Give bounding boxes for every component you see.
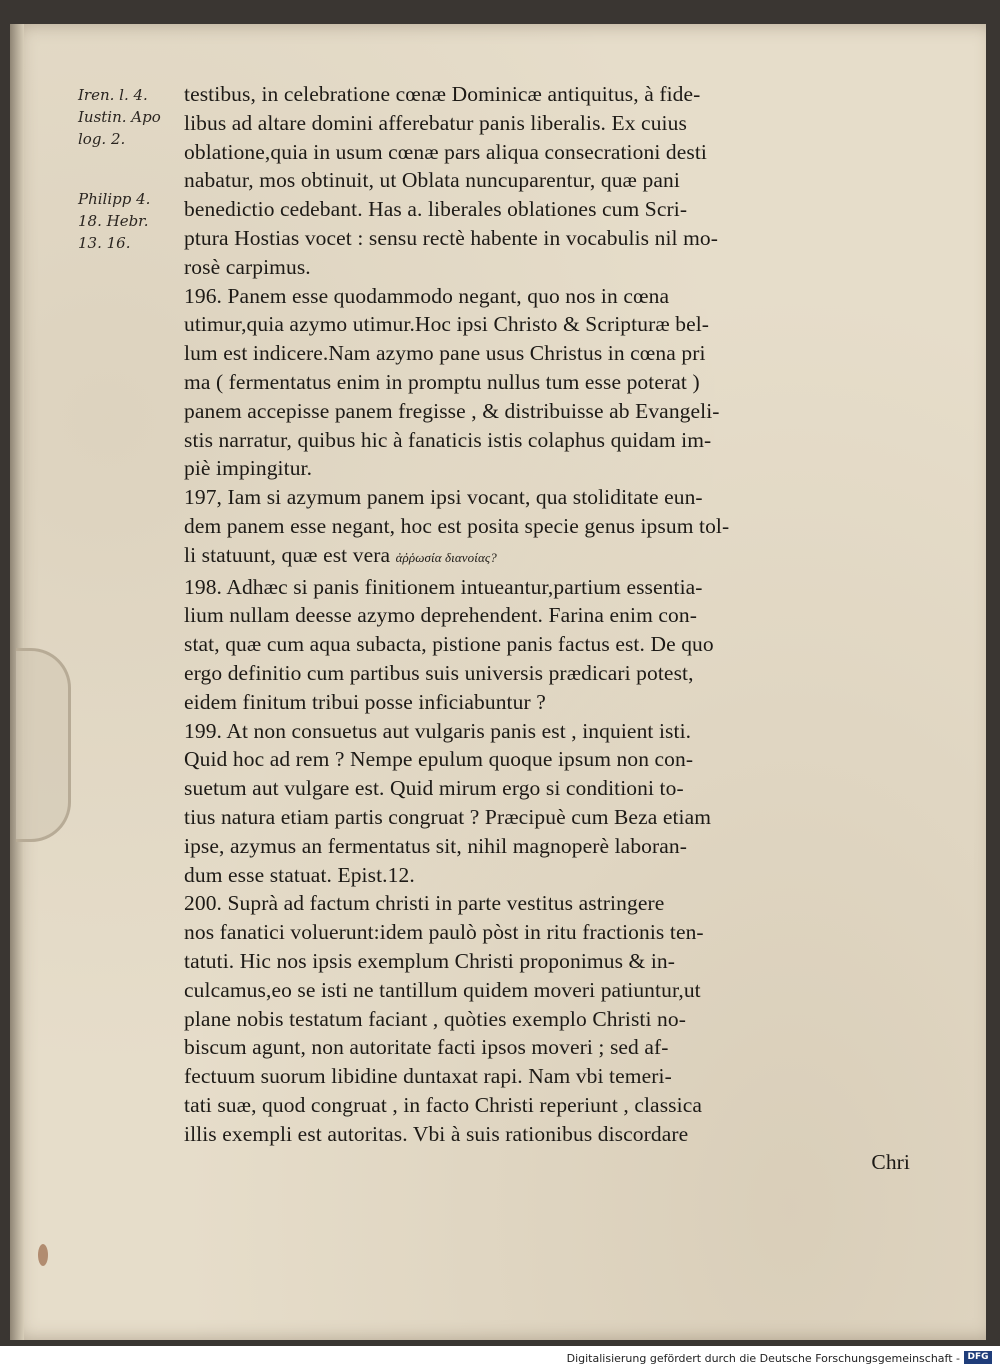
margin-notes	[78, 84, 188, 254]
text-line: 196. Panem esse quodammodo negant, quo nos in cœna	[184, 283, 670, 308]
text-line: tius natura etiam partis congruat ? Præcipuè cum Beza etiam	[184, 804, 712, 829]
text-line: rosè carpimus.	[184, 254, 311, 279]
text-line: ptura Hostias vocet : sensu rectè habente in vocabulis nil mo-	[184, 225, 718, 250]
text-line-part: li statuunt, quæ est vera	[184, 542, 391, 567]
text-line: Quid hoc ad rem ? Nempe epulum quoque ipsum non con-	[184, 747, 694, 772]
margin-note: Iren. l. 4.	[78, 86, 148, 104]
text-line: eidem finitum tribui posse inficiabuntur ?	[184, 689, 546, 714]
text-line: utimur,quia azymo utimur.Hoc ipsi Christo & Scripturæ bel-	[184, 312, 710, 337]
text-line: dum esse statuat. Epist.12.	[184, 862, 415, 887]
text-line: stat, quæ cum aqua subacta, pistione panis factus est. De quo	[184, 632, 714, 657]
margin-note: Iustin. Apo	[78, 108, 161, 126]
text-line: dem panem esse negant, hoc est posita specie genus ipsum tol-	[184, 513, 730, 538]
text-line: testibus, in celebratione cœnæ Dominicæ antiquitus, à fide-	[184, 82, 701, 106]
text-line: ma ( fermentatus enim in promptu nullus tum esse poterat )	[184, 369, 700, 394]
text-line: lium nullam deesse azymo deprehendent. Farina enim con-	[184, 603, 697, 628]
text-line: piè impingitur.	[184, 456, 313, 481]
footer	[0, 1346, 1000, 1370]
clip-impression	[16, 648, 71, 842]
margin-note: Philipp 4.	[78, 190, 151, 208]
text-line: 200. Suprà ad factum christi in parte vestitus astringere	[184, 891, 665, 916]
margin-note: log. 2.	[78, 130, 126, 148]
catchword-text: Chri	[871, 1150, 910, 1175]
margin-note: 13. 16.	[78, 234, 131, 252]
text-line: nos fanatici voluerunt:idem paulò pòst in ritu fractionis ten-	[184, 920, 704, 945]
dfg-logo-icon: DFG	[964, 1351, 992, 1364]
text-line: 197, Iam si azymum panem ipsi vocant, qua stoliditate eun-	[184, 485, 703, 510]
text-line: stis narratur, quibus hic à fanaticis istis colaphus quidam im-	[184, 427, 712, 452]
body-text	[184, 80, 910, 1177]
text-line: plane nobis testatum faciant , quòties exemplo Christi no-	[184, 1006, 686, 1031]
text-line: lum est indicere.Nam azymo pane usus Christus in cœna pri	[184, 341, 706, 366]
text-line: illis exempli est autoritas. Vbi à suis rationibus discordare	[184, 1121, 689, 1146]
text-line: tati suæ, quod congruat , in facto Christi reperiunt , classica	[184, 1092, 702, 1117]
text-line: libus ad altare domini afferebatur panis liberalis. Ex cuius	[184, 110, 687, 135]
catchword	[184, 1148, 910, 1177]
text-line: oblatione,quia in usum cœnæ pars aliqua consecrationi desti	[184, 139, 707, 164]
text-line: suetum aut vulgare est. Quid mirum ergo si conditioni to-	[184, 776, 684, 801]
text-line: ipse, azymus an fermentatus sit, nihil magnoperè laboran-	[184, 833, 688, 858]
text-line: 199. At non consuetus aut vulgaris panis est , inquient isti.	[184, 718, 692, 743]
text-line: benedictio cedebant. Has a. liberales oblationes cum Scri-	[184, 197, 688, 222]
ink-stain	[38, 1244, 48, 1266]
footer-credit: Digitalisierung gefördert durch die Deutsche Forschungsgemeinschaft -	[566, 1352, 960, 1365]
text-line: biscum agunt, non autoritate facti ipsos moveri ; sed af-	[184, 1035, 669, 1060]
text-line-greek	[184, 541, 910, 573]
text-line: panem accepisse panem fregisse , & distribuisse ab Evangeli-	[184, 398, 720, 423]
text-line: culcamus,eo se isti ne tantillum quidem moveri patiuntur,ut	[184, 977, 701, 1002]
text-line: nabatur, mos obtinuit, ut Oblata nuncuparentur, quæ pani	[184, 168, 680, 193]
text-line: ergo definitio cum partibus suis universis prædicari potest,	[184, 660, 694, 685]
text-line: tatuti. Hic nos ipsis exemplum Christi proponimus & in-	[184, 948, 676, 973]
text-line: 198. Adhæc si panis finitionem intueantur,partium essentia-	[184, 574, 703, 599]
margin-note: 18. Hebr.	[78, 212, 149, 230]
greek-phrase: ἀῤῥωσία διανοίας?	[395, 549, 497, 565]
text-line: fectuum suorum libidine duntaxat rapi. Nam vbi temeri-	[184, 1064, 672, 1089]
